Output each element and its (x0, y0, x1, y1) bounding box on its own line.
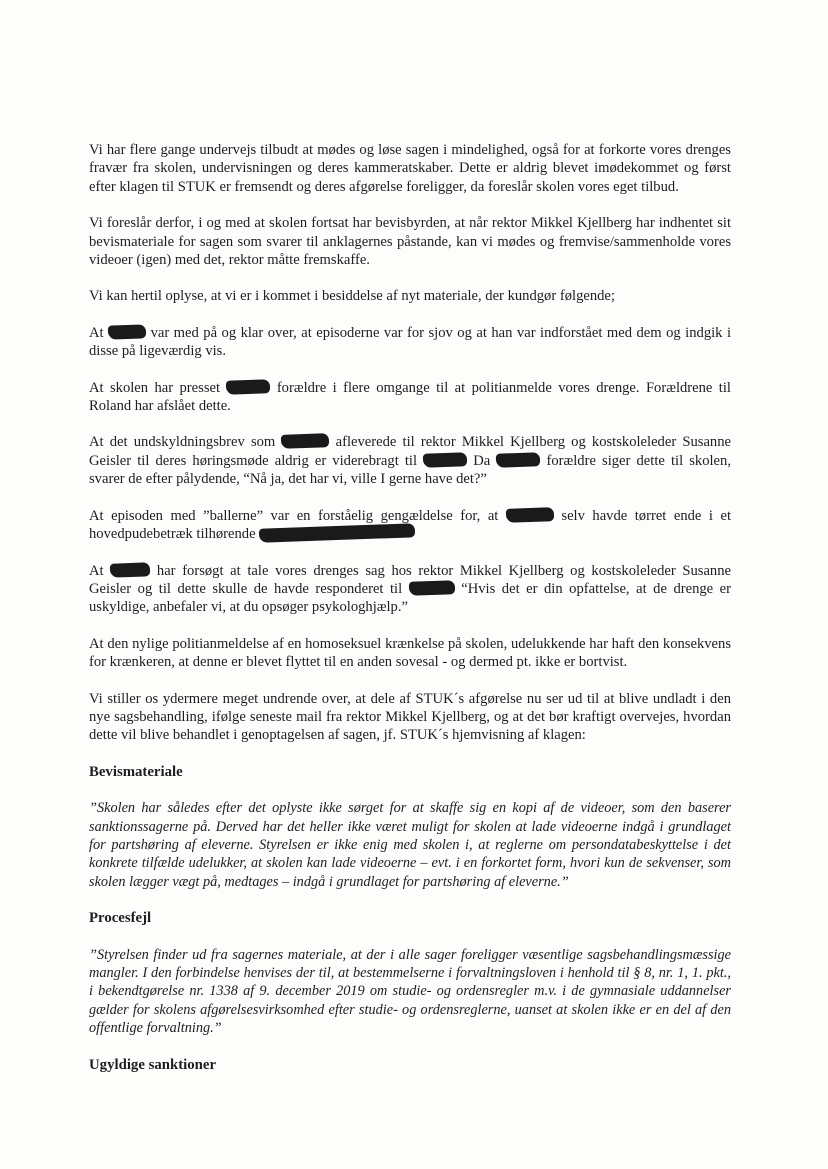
redaction-mark (496, 452, 540, 468)
heading-procesfejl: Procesfejl (89, 910, 152, 927)
claim-2-text-b: forældre i flere omgange til at politianmelde vores drenge. Forældrene til Roland har afslået dette. (89, 379, 731, 415)
claim-1-text-a: At (89, 324, 104, 341)
redaction-mark (408, 580, 454, 596)
paragraph-claim-2 (89, 379, 731, 416)
paragraph-police-report: At den nylige politianmeldelse af en homoseksuel krænkelse på skolen, udelukkende har haft den konsekvens for krænkeren, at denne er blevet flyttet til en anden sovesal - og dermed pt. ikke er bortvist. (89, 635, 731, 671)
redaction-mark (506, 507, 554, 523)
paragraph-claim-1 (89, 324, 731, 361)
paragraph-stuk-concern: Vi stiller os ydermere meget undrende over, at dele af STUK´s afgørelse nu ser ud til at blive undladt i den nye sagsbehandling, ifølge seneste mail fra rektor Mikkel Kjellberg, og at det bør kraftigt overvejes, hvordan dette vil blive behandlet i genoptagelsen af sagen, jf. STUK´s hjemvisning af klagen: (89, 690, 731, 744)
redaction-mark (259, 523, 415, 542)
paragraph-claim-4 (89, 507, 731, 544)
redaction-mark (108, 324, 146, 339)
paragraph-claim-3 (89, 433, 731, 488)
quote-procesfejl: ”Styrelsen finder ud fra sagernes materiale, at der i alle sager foreligger væsentlige sagsbehandlingsmæssige mangler. I den forbindelse henvises der til, at bestemmelserne i forvaltningsloven i henhold til § 8, nr. 1, 1. pkt., i bekendtgørelse nr. 1338 af 9. december 2019 om studie- og ordensregler m.v. i de gymnasiale uddannelser gælder for skolens afgørelsesvirksomhed efter studie- og ordensreglerne, uanset at skolen ikke er en del af den offentlige forvaltning.” (89, 946, 731, 1037)
claim-5-text-c: “Hvis det er din opfattelse, at de drenge er uskyldige, anbefaler vi, at du opsøger psykologhjælp.” (89, 580, 732, 616)
redaction-mark (423, 452, 467, 468)
heading-bevismateriale: Bevismateriale (89, 763, 183, 780)
claim-4-text-b: selv havde tørret ende i et hovedpudebetræk tilhørende (89, 507, 732, 543)
claim-1-text-b: var med på og klar over, at episoderne var for sjov og at han var indforstået med dem og indgik i disse på ligeværdig vis. (89, 324, 731, 360)
paragraph-offer-mediation: Vi har flere gange undervejs tilbudt at mødes og løse sagen i mindelighed, også for at forkorte vores drenges fravær fra skolen, undervisningen og deres kammeratskaber. Dette er aldrig blevet imødekommet og først efter klagen til STUK er fremsendt og deres afgørelse foreligger, da foreslår skolen vores eget tilbud. (89, 142, 731, 195)
claim-4-text-a: At episoden med ”ballerne” var en forståelig gengældelse for, at (89, 507, 499, 524)
paragraph-claim-5 (89, 562, 731, 617)
claim-3-text-d: forældre siger dette til skolen, svarer de efter pålydende, “Nå ja, det har vi, ville I gerne have det?” (89, 452, 731, 488)
claim-3-text-a: At det undskyldningsbrev som (89, 434, 276, 451)
redaction-mark (110, 562, 150, 577)
paragraph-new-material: Vi kan hertil oplyse, at vi er i kommet i besiddelse af nyt materiale, der kundgør følgende; (89, 288, 615, 305)
redaction-mark (281, 434, 329, 450)
heading-ugyldige-sanktioner: Ugyldige sanktioner (89, 1056, 217, 1073)
letter-body (89, 141, 731, 1092)
redaction-mark (226, 379, 270, 395)
claim-5-text-b: har forsøgt at tale vores drenges sag hos rektor Mikkel Kjellberg og kostskoleleder Susanne Geisler og til dette skulle de havde responderet til (89, 562, 732, 597)
paragraph-proposal: Vi foreslår derfor, i og med at skolen fortsat har bevisbyrden, at når rektor Mikkel Kjellberg har indhentet sit bevismateriale for sagen som svarer til anklagernes påstande, kan vi mødes og fremvise/sammenholde vores videoer (igen) med det, rektor måtte fremskaffe. (89, 215, 731, 269)
claim-5-text-a: At (89, 562, 104, 579)
claim-3-text-b: afleverede til rektor Mikkel Kjellberg og kostskoleleder Susanne Geisler til deres høringsmøde aldrig er viderebragt til (89, 434, 731, 469)
claim-3-text-c: Da (473, 452, 491, 469)
quote-bevismateriale: ”Skolen har således efter det oplyste ikke sørget for at skaffe sig en kopi af de videoer, som den baserer sanktionssagerne på. Derved har det heller ikke været muligt for skolen at lade videoerne indgå i grundlaget for partshøring af eleverne. Styrelsen er ikke enig med skolen i, at reglerne om persondatabeskyttelse i det konkrete tilfælde udelukker, at skolen kan lade videoerne – evt. i en forkortet form, hvori kun de sekvenser, som skolen lægger vægt på, medtages – indgå i grundlaget for partshøring af eleverne.” (89, 800, 731, 890)
claim-2-text-a: At skolen har presset (89, 379, 221, 396)
